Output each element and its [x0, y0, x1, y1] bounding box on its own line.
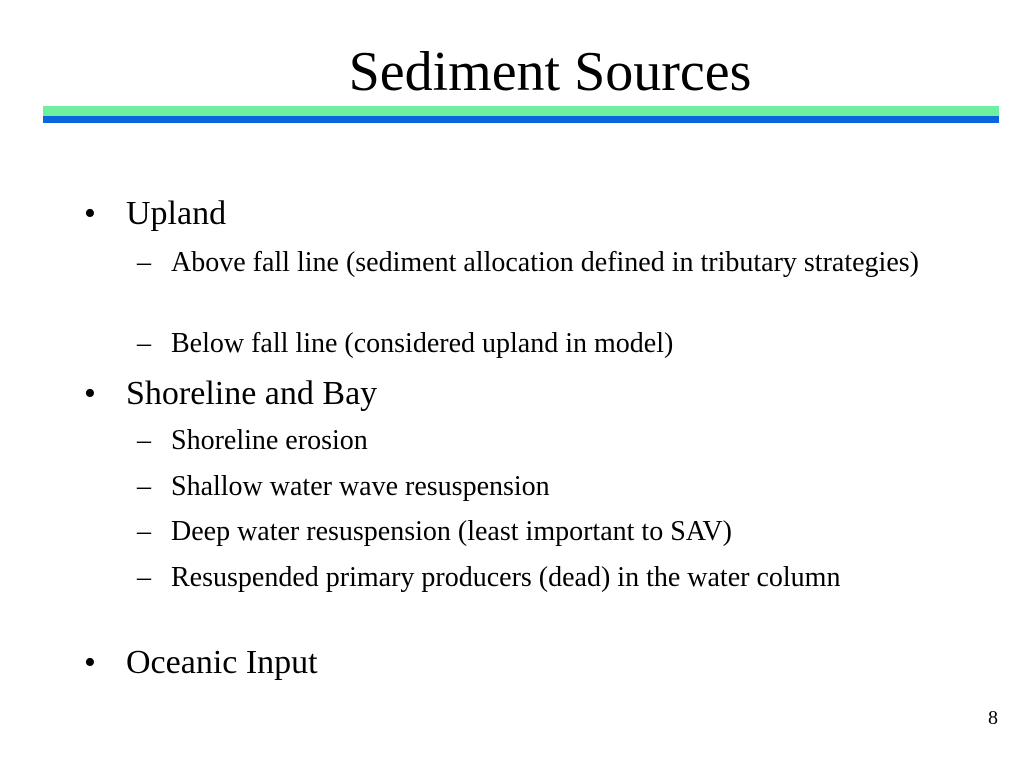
sub-bullet-text: Deep water resuspension (least important to SAV)	[171, 516, 732, 547]
sub-bullet-text: Above fall line (sediment allocation defined in tributary strategies)	[171, 247, 919, 278]
sub-bullet-shallow-water	[137, 469, 957, 505]
sub-bullet-below-fall-line	[137, 326, 957, 362]
sub-bullet-above-fall-line	[137, 245, 957, 281]
dash-marker: –	[137, 516, 151, 547]
slide-title: Sediment Sources	[348, 41, 752, 103]
dash-marker: –	[137, 471, 151, 502]
sub-bullet-text: Below fall line (considered upland in model)	[171, 328, 674, 359]
bullet-marker: •	[84, 375, 96, 412]
bullet-text: Upland	[126, 195, 227, 232]
sub-bullet-text: Shallow water wave resuspension	[171, 471, 550, 502]
sub-bullet-primary-producers	[137, 560, 957, 596]
bullet-text: Shoreline and Bay	[126, 375, 378, 412]
bullet-marker: •	[84, 195, 96, 232]
sub-bullet-shoreline-erosion	[137, 423, 957, 459]
sub-bullet-text: Resuspended primary producers (dead) in the water column	[171, 562, 841, 593]
sub-bullet-deep-water	[137, 514, 957, 550]
sub-bullet-text: Shoreline erosion	[171, 425, 368, 456]
page-number: 8	[988, 707, 998, 729]
bullet-text: Oceanic Input	[126, 644, 318, 681]
dash-marker: –	[137, 562, 151, 593]
dash-marker: –	[137, 425, 151, 456]
bullet-marker: •	[84, 644, 96, 681]
dash-marker: –	[137, 247, 151, 278]
dash-marker: –	[137, 328, 151, 359]
